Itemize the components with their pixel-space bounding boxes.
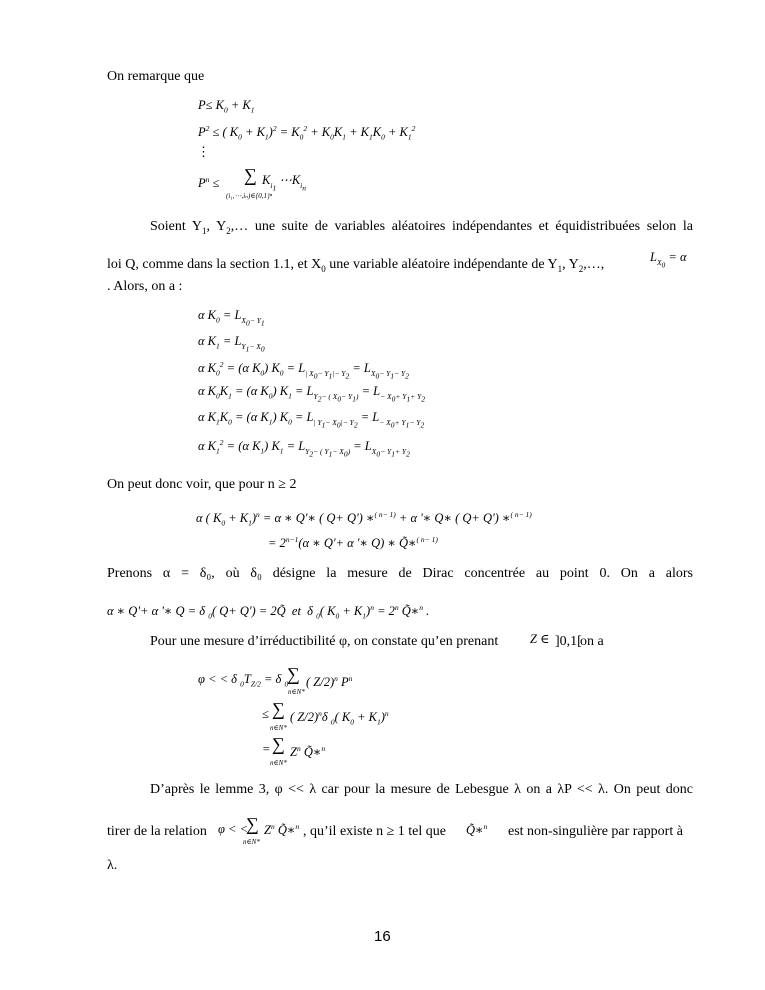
equation-line: α $K_0^2 = (\alpha$ $K_0$) $K_0 = L_{| X_0- Y_1|- Y_2} = L_{X_0- Y_1- Y_2}$ [198,360,409,381]
paragraph-line: on a [580,634,604,649]
summation-index: n∈N* [288,688,305,696]
paragraph-line: λ. [107,858,118,873]
interval-text: ]0,1[ [555,634,582,649]
equation-line: α $K_1^2 = (\alpha$ $K_1$) $K_1 = L_{Y_2- ( Y_1- X_0)} = L_{X_0- Y_1+ Y_2}$ [198,438,410,459]
equation-term: ( Z/2)$^n$ $P^n$ [306,674,353,690]
summation-symbol: ∑ [244,165,257,185]
equation-line: $P^n$ ≤ [198,175,220,191]
paragraph-line: Soient $Y_1$, $Y_2,\dots$ une suite de variables aléatoires indépendantes et équidistribuées selon la [150,219,694,236]
equation-line: = [262,742,271,756]
paragraph-line: D’après le lemme 3, φ << λ car pour la mesure de Lebesgue λ on a λP << λ. On peut donc [150,782,693,797]
paragraph-line: loi Q, comme dans la section 1.1, et $X_0$ une variable aléatoire indépendante de $Y_1$, $Y_2,\dots$, [107,257,605,274]
paragraph-line: , qu’il existe n ≥ 1 tel que [303,824,446,839]
summation-symbol: ∑ [246,814,259,834]
equation-line: α $K_0 = L_{X_0- Y_1}$ [198,308,265,327]
summation-index: n∈N* [270,724,287,732]
vertical-ellipsis: ⋮ [197,144,210,159]
paragraph-line: On peut donc voir, que pour n ≥ 2 [107,477,297,492]
equation-line: = $2^{n-1}(\alpha$ ∗ Q'+ α '∗ Q) ∗ Q̃∗$^{( n- 1)}$ [268,535,438,551]
intro-text: On remarque que [107,69,205,84]
equation-line: α $K_1K_0 = (\alpha$ $K_1$) $K_0 = L_{| Y_1- X_0|- Y_2} = L_{- X_0+ Y_1- Y_2}$ [198,410,425,429]
summation-symbol: ∑ [272,699,285,719]
summation-index: n∈N* [270,759,287,767]
inline-math: α ∗ Q'+ α '∗ Q = δ $_0$( Q+ Q') = 2Q̃ et δ $_0$( $K_0 + K_1)^n = 2^n$ Q̃∗$^n$ . [107,603,430,621]
inline-math: φ < < [218,822,249,836]
equation-line: $P\le K_0 + K_1$ [198,98,255,115]
paragraph-line: Pour une mesure d’irréductibilité φ, on constate qu’en prenant [150,634,499,649]
equation-line: α $K_1 = L_{Y_1- X_0}$ [198,334,265,353]
page-number: 16 [374,928,391,945]
equation-line: φ < < δ $_0T_{Z/2} = \delta$ $_0$ [198,672,289,689]
equation-line: $P^2$ ≤ ( $K_0 + K_1)^2 = K_0^2 + K_0K_1 + K_1K_0 + K_1^2$ [198,124,416,142]
paragraph-line: tirer de la relation [107,824,207,839]
equation-line: α $K_0K_1 = (\alpha$ $K_0$) $K_1 = L_{Y_2- ( X_0- Y_1)} = L_{- X_0+ Y_1+ Y_2}$ [198,384,426,403]
equation-term: $Z^n$ Q̃∗$^n$ [290,744,326,760]
paragraph-line: est non-singulière par rapport à [508,824,683,839]
summation-index: n∈N* [243,838,260,846]
paragraph-line: . Alors, on a : [107,279,183,294]
equation-term: $K_{i_1}$ $\cdots K_{i_n}$ [262,173,306,192]
inline-math: Q̃∗$^n$ [466,822,488,838]
inline-math: $Z^n$ Q̃∗$^n$ [264,822,300,838]
summation-symbol: ∑ [272,734,285,754]
equation-term: ( Z/2)$^n$δ $_0$( $K_0 + K_1)^n$ [290,709,389,727]
summation-symbol: ∑ [287,664,300,684]
equation-line: α ( $K_0 + K_1)^n = \alpha$ ∗ Q'∗ ( Q+ Q') ∗$^{( n- 1)}$ + α '∗ Q∗ ( Q+ Q') ∗$^{( n- 1)}$ [196,510,532,528]
paragraph-line: Prenons α = δ₀, où δ₀ désigne la mesure de Dirac concentrée au point 0. On a alors [107,566,693,581]
summation-index: (i₁,⋯,iₙ)∈{0,1}ⁿ [226,192,273,200]
inline-math: Z ∈ [530,632,550,646]
equation-line: ≤ [262,707,269,721]
inline-math: $L_{X_0} = \alpha$ [650,250,687,269]
